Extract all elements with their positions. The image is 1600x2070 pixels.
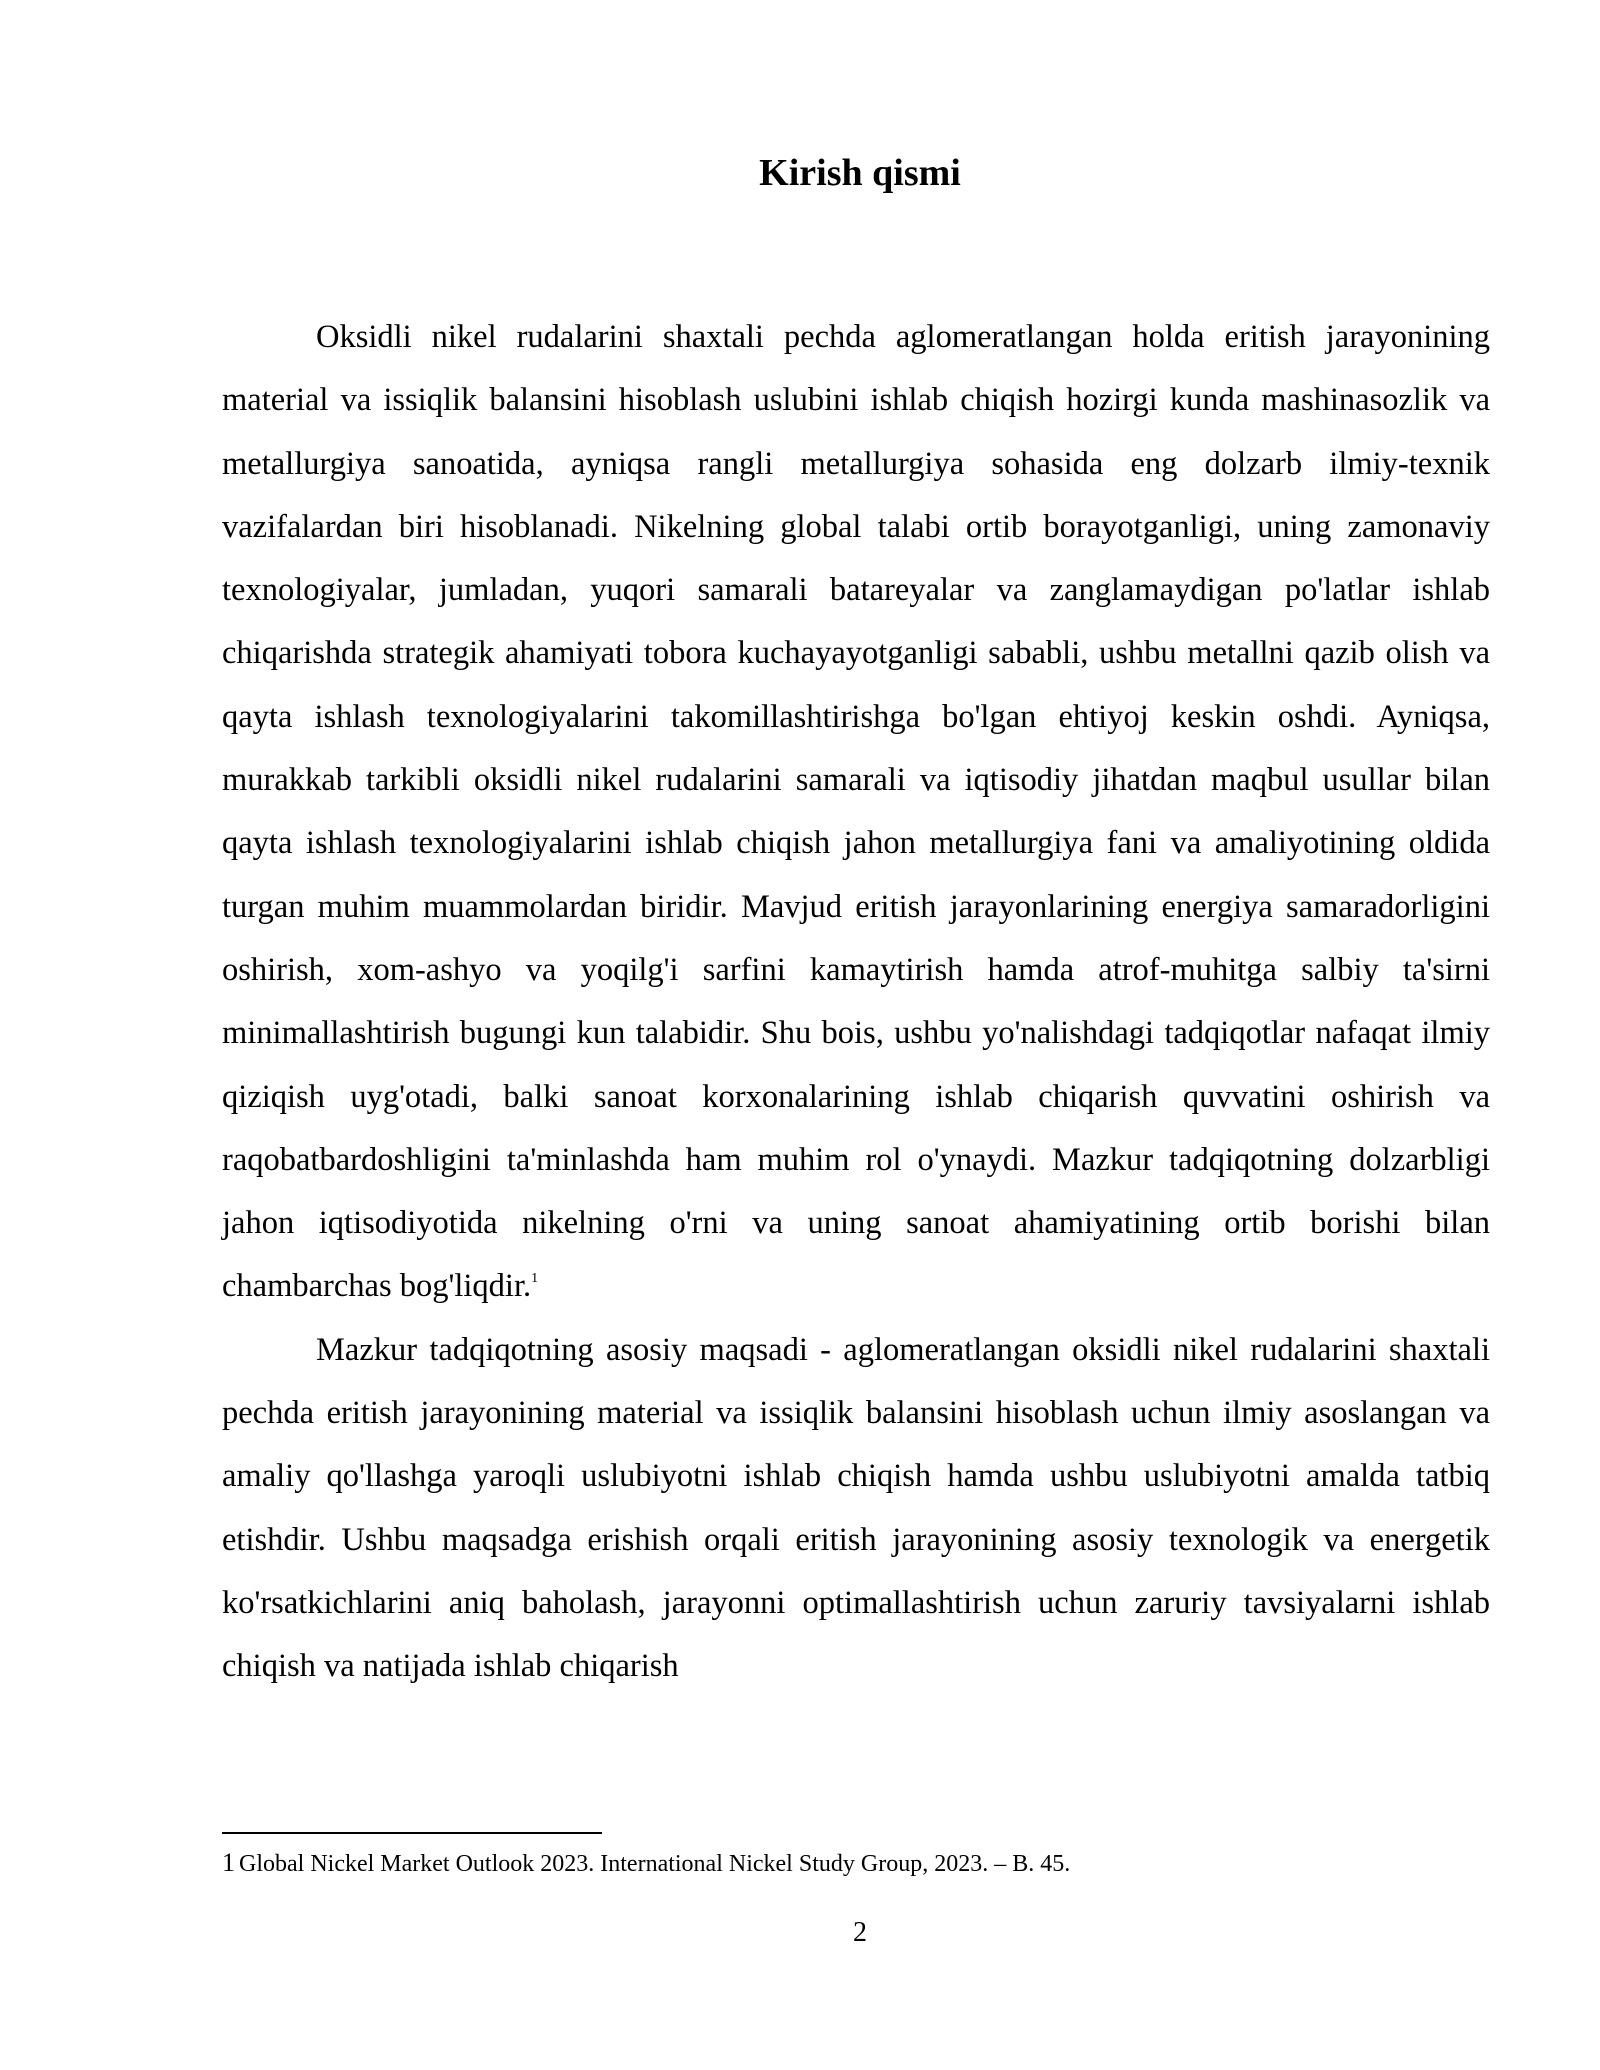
- footnote: [222, 1847, 1490, 1880]
- page-title: Kirish qismi: [759, 152, 961, 194]
- paragraph-2: [222, 1319, 1490, 1699]
- paragraph-1: [222, 306, 1490, 1319]
- paragraph-2-text: Mazkur tadqiqotning asosiy maqsadi - aglomeratlangan oksidli nikel rudalarini shaxtali pechda eritish jarayonining material va issiqlik balansini hisoblash uchun ilmiy asoslangan va amaliy qo'llashga yaroqli uslubiyotni ishlab chiqish hamda ushbu uslubiyotni amalda tatbiq etishdir. Ushbu maqsadga erishish orqali eritish jarayonining asosiy texnologik va energetik ko'rsatkichlarini aniq baholash, jarayonni optimallashtirish uchun zaruriy tavsiyalarni ishlab chiqish va natijada ishlab chiqarish: [222, 1331, 1490, 1685]
- paragraph-1-text: Oksidli nikel rudalarini shaxtali pechda aglomeratlangan holda eritish jarayonining material va issiqlik balansini hisoblash uslubini ishlab chiqish hozirgi kunda mashinasozlik va metallurgiya sanoatida, ayniqsa rangli metallurgiya sohasida eng dolzarb ilmiy-texnik vazifalardan biri hisoblanadi. Nikelning global talabi ortib borayotganligi, uning zamonaviy texnologiyalar, jumladan, yuqori samarali batareyalar va zanglamaydigan po'latlar ishlab chiqarishda strategik ahamiyati tobora kuchayayotganligi sababli, ushbu metallni qazib olish va qayta ishlash texnologiyalarini takomillashtirishga bo'lgan ehtiyoj keskin oshdi. Ayniqsa, murakkab tarkibli oksidli nikel rudalarini samarali va iqtisodiy jihatdan maqbul usullar bilan qayta ishlash texnologiyalarini ishlab chiqish jahon metallurgiya fani va amaliyotining oldida turgan muhim muammolardan biridir. Mavjud eritish jarayonlarining energiya samaradorligini oshirish, xom-ashyo va yoqilg'i sarfini kamaytirish hamda atrof-muhitga salbiy ta'sirni minimallashtirish bugungi kun talabidir. Shu bois, ushbu yo'nalishdagi tadqiqotlar nafaqat ilmiy qiziqish uyg'otadi, balki sanoat korxonalarining ishlab chiqarish quvvatini oshirish va raqobatbardoshligini ta'minlashda ham muhim rol o'ynaydi. Mazkur tadqiqotning dolzarbligi jahon iqtisodiyotida nikelning o'rni va uning sanoat ahamiyatining ortib borishi bilan chambarchas bog'liqdir.: [222, 319, 1490, 1305]
- footnote-reference[interactable]: 1: [531, 1271, 539, 1287]
- body-text: [222, 306, 1490, 1699]
- page-number: 2: [853, 1917, 867, 1948]
- footnote-separator: [222, 1832, 602, 1834]
- footnote-text: Global Nickel Market Outlook 2023. International Nickel Study Group, 2023. – B. 45.: [239, 1851, 1071, 1877]
- footnote-number: 1: [222, 1848, 235, 1877]
